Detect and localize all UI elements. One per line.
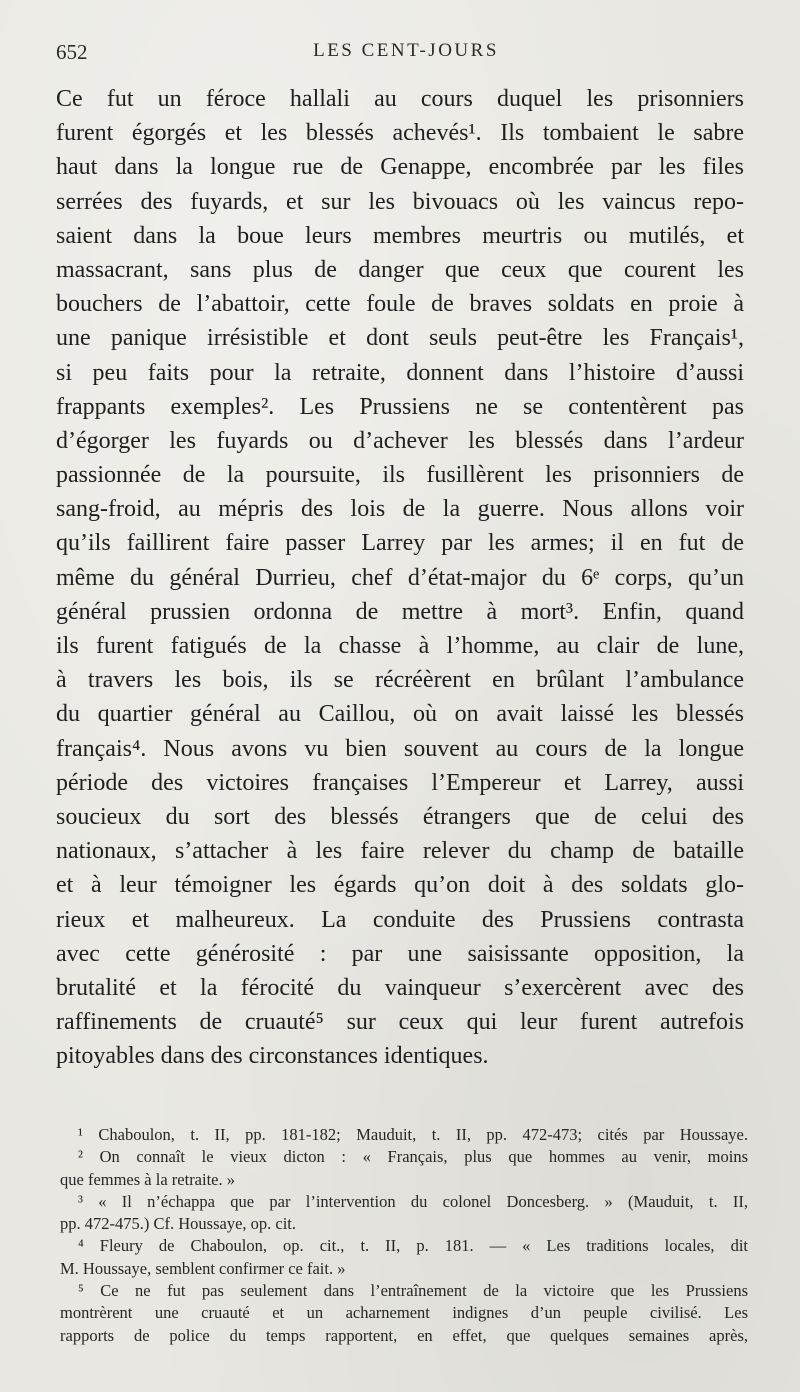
footnote-line: pp. 472-475.) Cf. Houssaye, op. cit. — [60, 1214, 297, 1234]
footnote-line: ² On connaît le vieux dicton : « Français, plus que hommes au venir, moins — [78, 1147, 748, 1167]
body-line: général prussien ordonna de mettre à mort³. Enfin, quand — [56, 598, 744, 625]
running-head — [56, 40, 756, 70]
body-line: passionnée de la poursuite, ils fusillèrent les prisonniers de — [56, 462, 744, 489]
running-title: LES CENT-JOURS — [313, 40, 499, 61]
page-number: 652 — [56, 40, 88, 64]
footnote-line: ³ « Il n’échappa que par l’intervention du colonel Doncesberg. » (Mauduit, t. II, — [78, 1191, 748, 1211]
footnote-line: ⁴ Fleury de Chaboulon, op. cit., t. II, p. 181. — « Les traditions locales, dit — [78, 1236, 748, 1256]
body-line: ils furent fatigués de la chasse à l’homme, au clair de lune, — [56, 633, 744, 659]
body-line: haut dans la longue rue de Genappe, encombrée par les files — [56, 154, 744, 181]
body-line: bouchers de l’abattoir, cette foule de braves soldats en proie à — [56, 291, 744, 318]
body-line: une panique irrésistible et dont seuls peut-être les Français¹, — [56, 325, 744, 352]
body-line: Ce fut un féroce hallali au cours duquel les prisonniers — [56, 86, 744, 112]
footnote-line: ⁵ Ce ne fut pas seulement dans l’entraînement de la victoire que les Prussiens — [78, 1281, 748, 1301]
footnote-line: M. Houssaye, semblent confirmer ce fait. » — [60, 1258, 346, 1278]
body-line: serrées des fuyards, et sur les bivouacs où les vaincus repo- — [56, 188, 744, 215]
body-line: et à leur témoigner les égards qu’on doit à des soldats glo- — [56, 872, 744, 899]
body-line: période des victoires françaises l’Empereur et Larrey, aussi — [56, 769, 744, 796]
body-line: du quartier général au Caillou, où on avait laissé les blessés — [56, 701, 744, 728]
body-line: si peu faits pour la retraite, donnent dans l’histoire d’aussi — [56, 359, 744, 386]
footnote-line: ¹ Chaboulon, t. II, pp. 181-182; Mauduit, t. II, pp. 472-473; cités par Houssaye. — [78, 1125, 748, 1144]
body-line: à travers les bois, ils se récréèrent en brûlant l’ambulance — [56, 667, 744, 694]
body-line: rieux et malheureux. La conduite des Prussiens contrasta — [56, 906, 744, 933]
body-line: furent égorgés et les blessés achevés¹. Ils tombaient le sabre — [56, 120, 744, 147]
body-line: avec cette générosité : par une saisissante opposition, la — [56, 940, 744, 967]
body-line: qu’ils faillirent faire passer Larrey par les armes; il en fut de — [56, 530, 744, 557]
body-line: frappants exemples². Les Prussiens ne se contentèrent pas — [56, 393, 744, 420]
body-line: nationaux, s’attacher à les faire relever du champ de bataille — [56, 838, 744, 865]
body-line: français⁴. Nous avons vu bien souvent au cours de la longue — [56, 735, 744, 762]
footnote-line: montrèrent une cruauté et un acharnement indignes d’un peuple civilisé. Les — [60, 1303, 748, 1323]
body-line: saient dans la boue leurs membres meurtris ou mutilés, et — [56, 222, 744, 249]
body-line: pitoyables dans des circonstances identiques. — [56, 1043, 489, 1070]
body-text — [56, 82, 744, 1073]
body-line: d’égorger les fuyards ou d’achever les blessés dans l’ardeur — [56, 427, 744, 454]
body-line: brutalité et la férocité du vainqueur s’exercèrent avec des — [56, 974, 744, 1001]
body-line: soucieux du sort des blessés étrangers que de celui des — [56, 803, 744, 830]
body-line: sang-froid, au mépris des lois de la guerre. Nous allons voir — [56, 496, 744, 523]
footnote-line: que femmes à la retraite. » — [60, 1169, 235, 1189]
footnotes — [60, 1124, 748, 1347]
body-line: raffinements de cruauté⁵ sur ceux qui leur furent autrefois — [56, 1009, 744, 1036]
footnote-line: rapports de police du temps rapportent, en effet, que quelques semaines après, — [60, 1325, 748, 1345]
body-line: massacrant, sans plus de danger que ceux que courent les — [56, 256, 744, 283]
body-line: même du général Durrieu, chef d’état-major du 6ᵉ corps, qu’un — [56, 564, 744, 591]
